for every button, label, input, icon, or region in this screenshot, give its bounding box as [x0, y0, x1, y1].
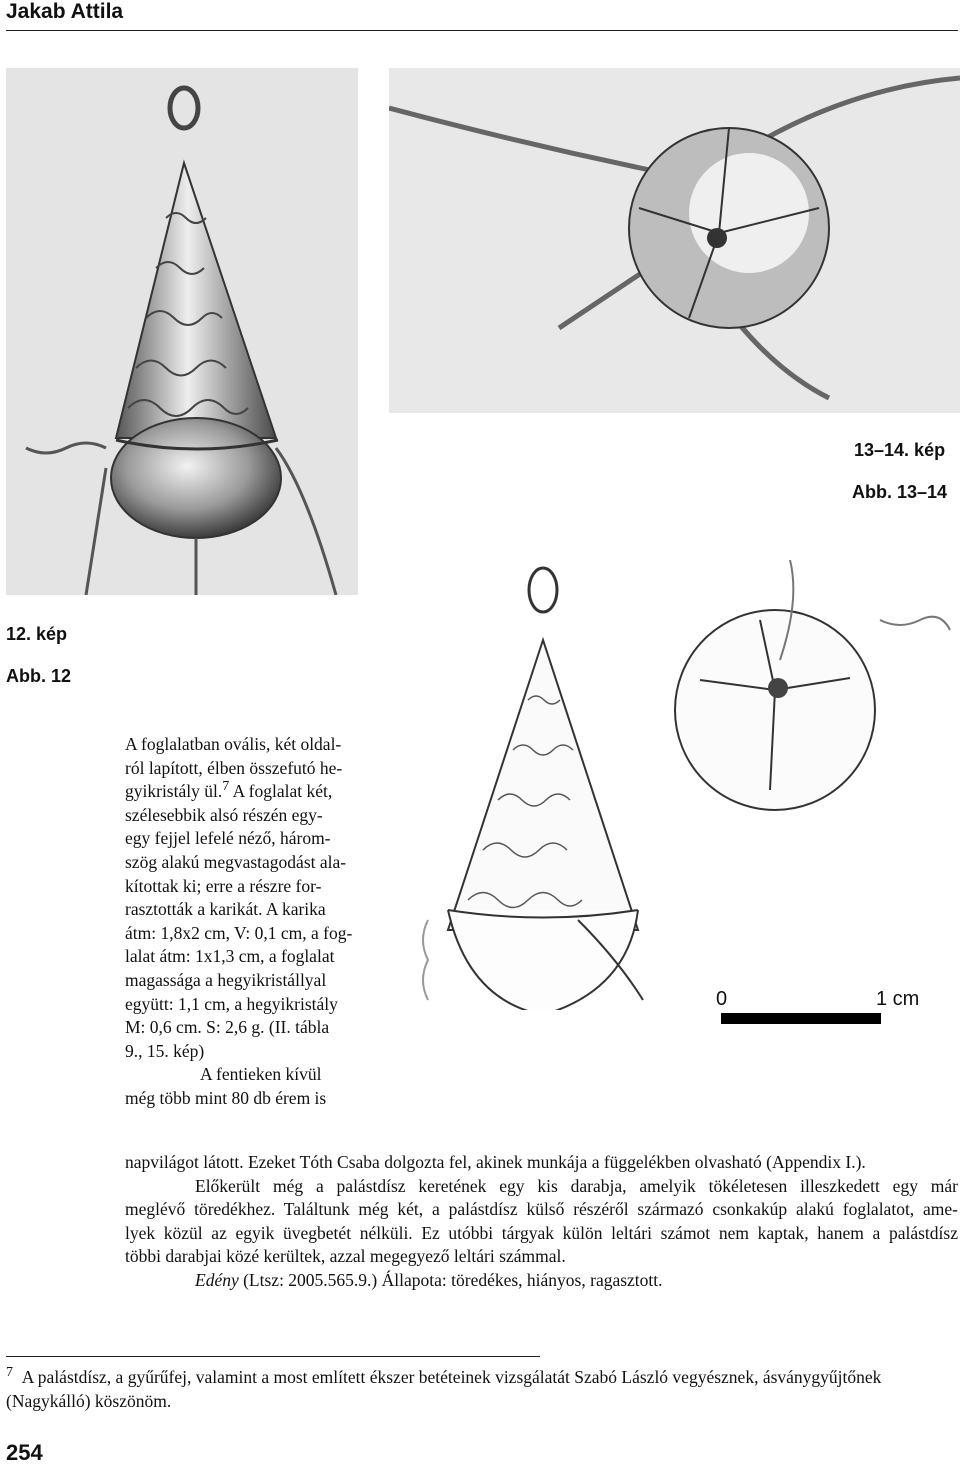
- text-line: [125, 780, 362, 804]
- text-line: A foglalatban ovális, két oldal-: [125, 734, 342, 754]
- drawing-cone-pendant: [398, 560, 688, 1010]
- body-full-width: [125, 1151, 958, 1293]
- text-line: lalat átm: 1x1,3 cm, a foglalat: [125, 946, 335, 967]
- body-narrow-column: [125, 733, 362, 1111]
- text-line: szélesebbik alsó részén egy-: [125, 804, 323, 825]
- footnote-rule: [6, 1356, 540, 1357]
- text-line: A fentieken kívül: [200, 1064, 322, 1085]
- text-fragment: gyikristály ül.: [125, 781, 223, 802]
- photo-fig13: [389, 68, 960, 413]
- text-line: 9., 15. kép): [125, 1040, 205, 1061]
- text-line: még több mint 80 db érem is: [125, 1087, 327, 1108]
- text-line: rasztották a karikát. A karika: [125, 899, 326, 920]
- footnote: [6, 1366, 958, 1413]
- text-line: napvilágot látott. Ezeket Tóth Csaba dolgozta fel, akinek munkája a függelékben olvasható (Appendix I.).: [125, 1152, 866, 1172]
- caption-fig12-hu: 12. kép: [6, 624, 68, 644]
- text-line: együtt: 1,1 cm, a hegyikristály: [125, 993, 338, 1014]
- text-line: meglévő töredékhez. Találtunk még két, a palástdísz külső részéről származó csonkakúp alakú foglalatot, ame-: [125, 1199, 958, 1220]
- scale-bar: [721, 1013, 881, 1024]
- text-fragment: (Ltsz: 2005.565.9.) Állapota: töredékes, hiányos, ragasztott.: [238, 1269, 663, 1290]
- header-rule: [6, 30, 958, 31]
- footnote-ref[interactable]: 7: [222, 779, 230, 795]
- text-line: egy fejjel lefelé néző, három-: [125, 828, 331, 849]
- text-line: lyek közül az egyik üvegbetét nélküli. Ez utóbbi tárgyak külön leltári számot nem kaptak, hanem a palástdísz: [125, 1222, 958, 1243]
- text-line: [125, 1269, 958, 1293]
- caption-fig12-de: Abb. 12: [6, 666, 72, 686]
- scale-label-one-cm: 1 cm: [876, 988, 920, 1010]
- footnote-number: 7: [6, 1365, 13, 1381]
- caption-fig1314-hu: 13–14. kép: [854, 440, 946, 460]
- text-line: szög alakú megvastagodást ala-: [125, 851, 347, 872]
- text-line: Előkerült még a palástdísz keretének egy kis darabja, amelyik tökéletesen illeszkedett egy már: [195, 1175, 958, 1196]
- italic-term: Edény: [195, 1269, 239, 1290]
- text-line: ról lapított, élben összefutó he-: [125, 757, 343, 778]
- text-line: magassága a hegyikristállyal: [125, 969, 327, 990]
- text-line: többi darabjai közé kerültek, azzal megegyező leltári számmal.: [125, 1246, 566, 1267]
- text-line: átm: 1,8x2 cm, V: 0,1 cm, a fog-: [125, 922, 353, 943]
- caption-fig1314-de: Abb. 13–14: [852, 482, 948, 502]
- footnote-text: A palástdísz, a gyűrűfej, valamint a most említett ékszer betéteinek vizsgálatát Szabó László vegyésznek, ásványgyűjtőnek (Nagykálló) köszönöm.: [6, 1367, 882, 1411]
- photo-fig12: [6, 68, 358, 595]
- scale-label-zero: 0: [716, 988, 728, 1010]
- text-fragment: A foglalat két,: [229, 781, 333, 802]
- text-line: M: 0,6 cm. S: 2,6 g. (II. tábla: [125, 1017, 330, 1038]
- text-line: kítottak ki; erre a részre for-: [125, 875, 322, 896]
- page-number: 254: [6, 1440, 43, 1465]
- running-header: Jakab Attila: [6, 0, 124, 23]
- drawing-ball-pendant: [660, 560, 960, 860]
